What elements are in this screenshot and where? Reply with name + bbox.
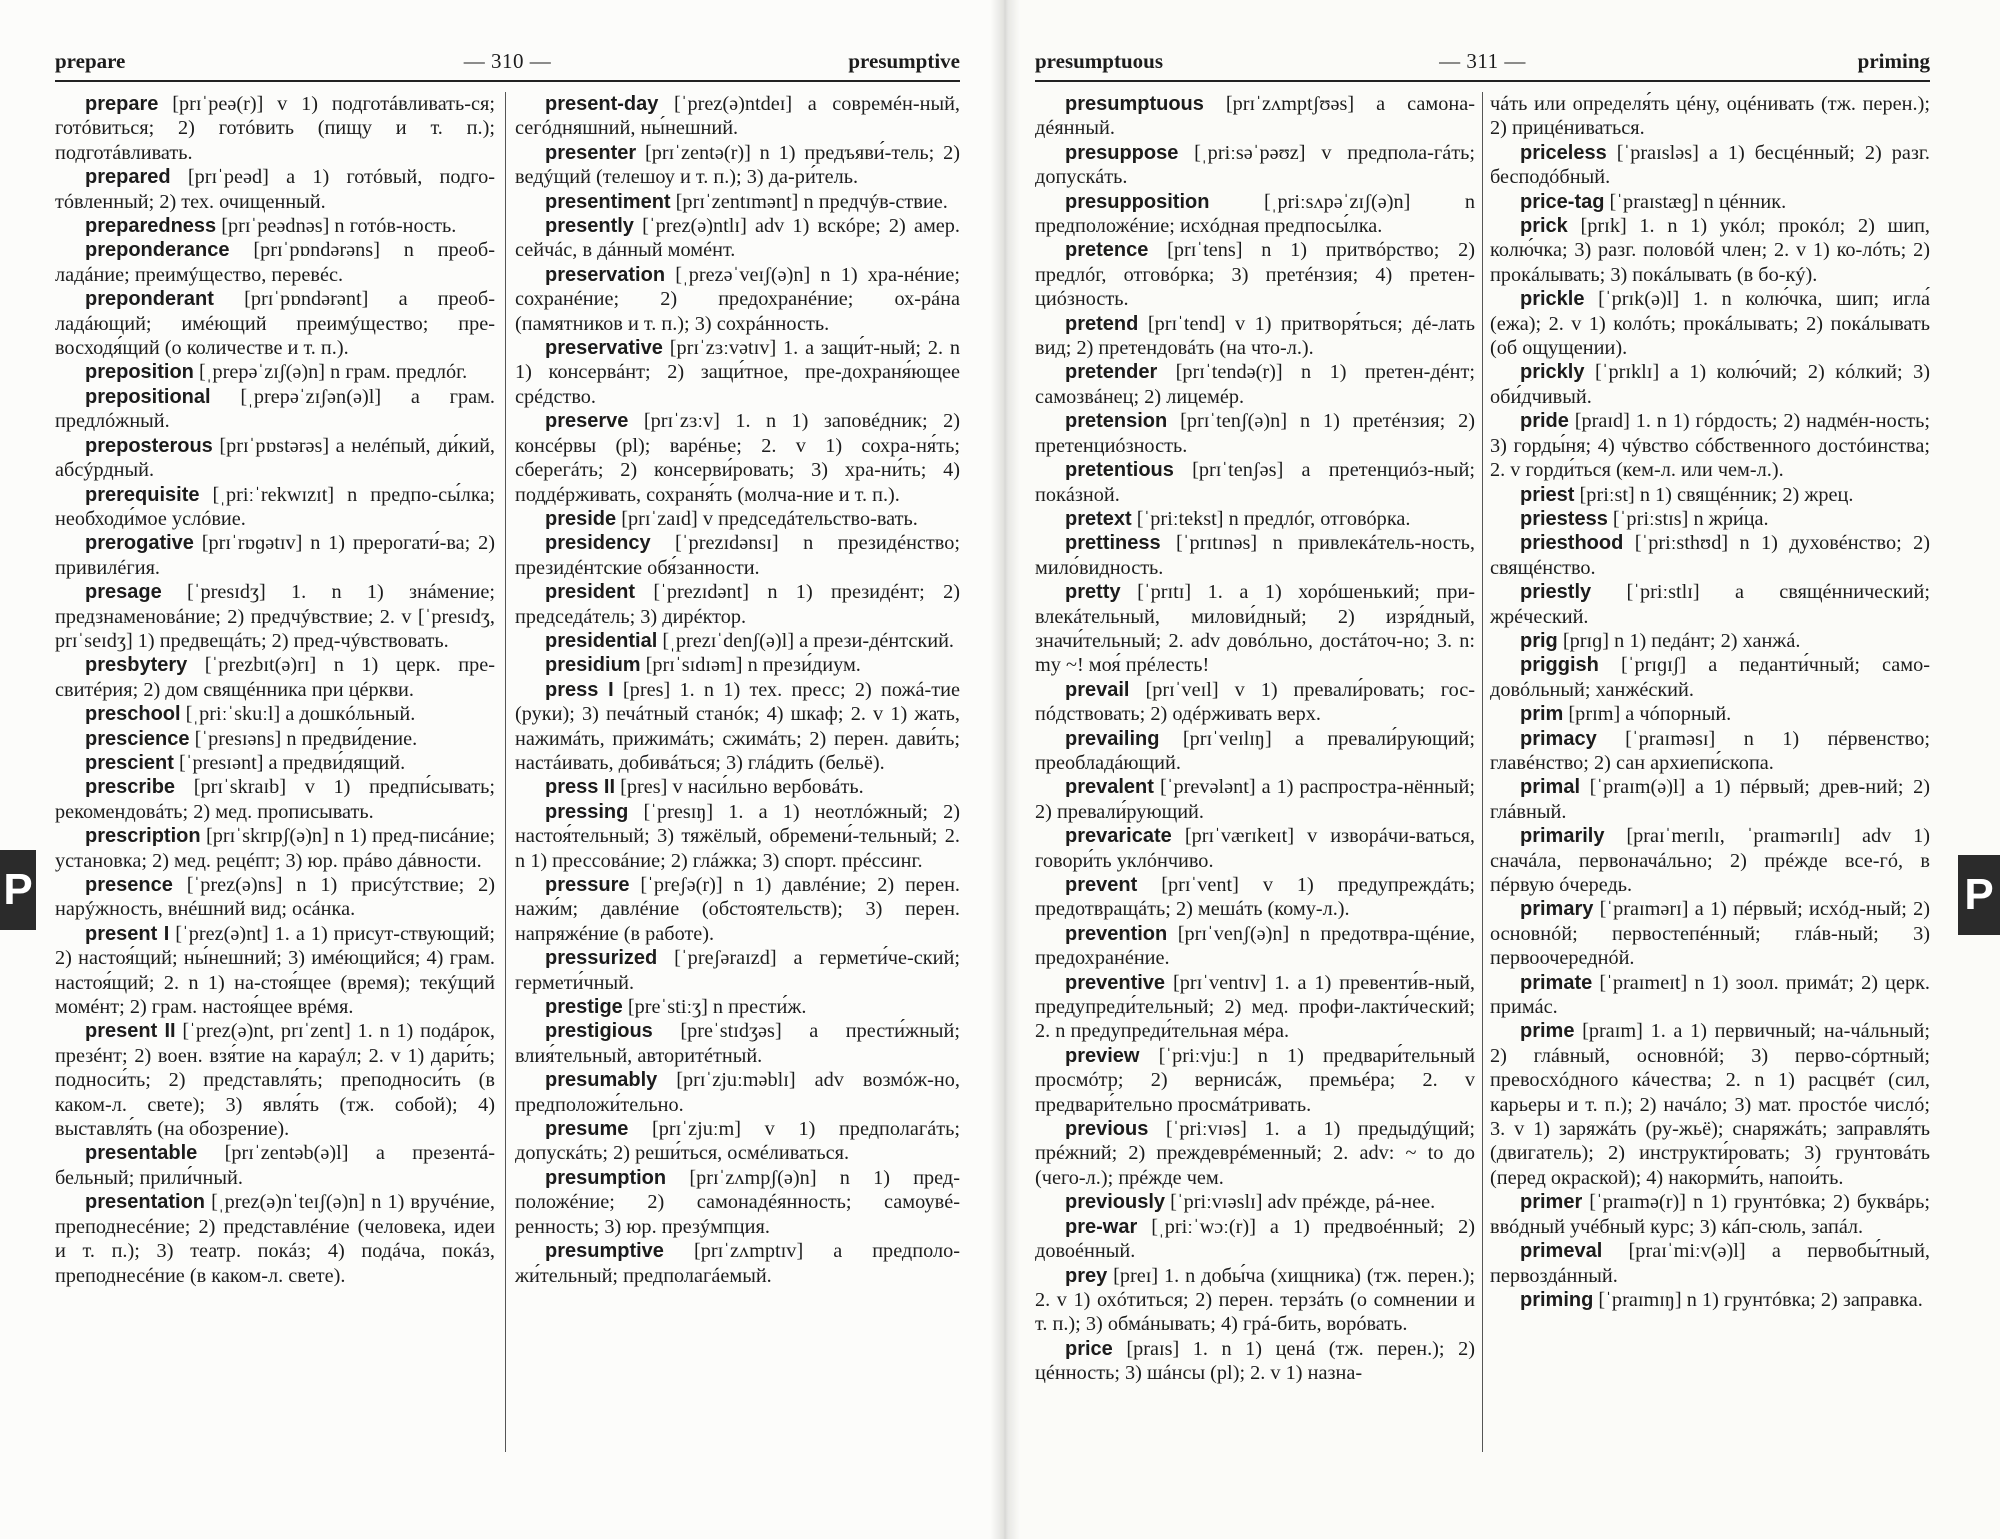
dictionary-entry — [1035, 824, 1475, 873]
entry-definition: [ˈpriːstlɪ] a свящéннический; жрéческий. — [1490, 581, 1930, 628]
dictionary-entry — [1035, 507, 1475, 531]
entry-headword: presumptuous — [1065, 93, 1204, 115]
dictionary-entry — [515, 1068, 960, 1117]
dictionary-entry — [55, 214, 495, 238]
dictionary-entry — [1035, 922, 1475, 971]
entry-definition: [ˈprɪk(ə)l] 1. n колю́чка, шип; игла́ (ежа); 2. v 1) колóть; прокáлывать; 2) покáлывать (об ощущении). — [1490, 288, 1930, 360]
entry-headword: prescience — [85, 727, 190, 750]
dictionary-entry — [1490, 775, 1930, 824]
entry-headword: prick — [1520, 215, 1568, 238]
entry-definition: [ˈpresɪənt] a предви́дящий. — [179, 751, 406, 774]
entry-headword: pretender — [1065, 361, 1158, 384]
entry-headword: pretext — [1065, 507, 1132, 530]
dictionary-entry — [1035, 531, 1475, 580]
book-gutter-shadow — [990, 0, 1020, 1539]
entry-definition: [ˈpraɪməsɪ] n 1) пéрвенство; главéнство; 2) сан архиепи́скопа. — [1490, 727, 1930, 774]
entry-definition: [ˈpriːvɪəs] 1. a 1) предыдýщий; прéжний; 2) преждеврéменный; 2. adv: ~ to до (чего-л.); прéжде чем. — [1035, 1118, 1475, 1189]
entry-definition: [prɪˈzaɪd] v председáтельство-вать. — [621, 507, 918, 530]
page-311 — [1000, 0, 2000, 1539]
dictionary-entry — [515, 92, 960, 141]
entry-definition: [preɪ] 1. n добы́ча (хищника) (тж. перен.); 2. v 1) охóтиться; 2) перен. терзáть (о сомнении и т. п.); 3) обмáнывать; 4) грá-бить, ворóвать. — [1035, 1264, 1475, 1336]
entry-definition: [ˈprez(ə)ntlɪ] adv 1) вскóре; 2) амер. сейчáс, в дáнный момéнт. — [515, 215, 960, 262]
entry-definition: [prɪˈvent] v 1) предупреждáть; предотвращáть; 2) мешáть (кому-л.). — [1035, 874, 1475, 921]
entry-definition: [ˈprɪtɪnəs] n привлекáтель-ность, мило́видность. — [1035, 532, 1475, 579]
entry-definition: [prɪˈværɪkeɪt] v изворáчи-ваться, говори́ть уклóнчиво. — [1035, 825, 1476, 872]
entry-definition: [praɪs] 1. n 1) ценá (тж. перен.); 2) цéнность; 3) шáнсы (pl); 2. v 1) назна- — [1035, 1337, 1475, 1385]
entry-headword: price-tag — [1520, 190, 1605, 213]
entry-definition: [prɪˈzʌmpʃ(ə)n] n 1) пред-положéние; 2) самонадéянность; самоувé-ренность; 3) юр. презýмпция. — [515, 1166, 960, 1238]
entry-headword: presidium — [545, 654, 641, 677]
entry-headword: priestly — [1520, 581, 1592, 604]
dictionary-entry — [55, 580, 495, 653]
entry-definition: [prɪˈpɒndərənt] a преоб-ладáющий; имéющий преимýщество; пре-восходя́щий (о количестве и т. п.). — [55, 288, 495, 360]
entry-headword: presentiment — [545, 190, 671, 213]
entry-headword: primary — [1520, 898, 1594, 921]
entry-definition: [ˈpresɪəns] n предви́дение. — [194, 727, 418, 750]
dictionary-entry — [55, 1190, 495, 1288]
entry-definition: [ˈprɪɡɪʃ] a педанти́чный; само-довóльный; ханжéский. — [1490, 654, 1930, 701]
entry-headword: preponderant — [85, 288, 214, 311]
entry-headword: prevaricate — [1065, 825, 1172, 848]
entry-definition: [ˈprezɪdənt] n 1) президéнт; 2) председáтель; 3) дирéктор. — [515, 581, 960, 628]
entry-headword: preview — [1065, 1044, 1140, 1067]
page-number: — 311 — — [1439, 49, 1526, 73]
entry-definition: [prɪˈtens] n 1) притвóрство; 2) предлóг, отговóрка; 3) претéнзия; 4) претен-циóзность. — [1035, 239, 1475, 311]
entry-definition: [prɪˈpeədnəs] n готóв-ность. — [221, 215, 457, 238]
entry-headword: prerogative — [85, 532, 194, 555]
entry-definition: [prɪˈzʌmptɪv] a предполо-жи́тельный; предполагáемый. — [515, 1240, 960, 1287]
entry-definition: [praɪd] 1. n 1) гóрдость; 2) надмéн-ность; 3) горды́ня; 4) чýвство сóбственного достóинства; 2. v горди́ться (кем-л. или чем-л.). — [1490, 410, 1930, 482]
entry-definition: [ˌpriːsʌpəˈzɪʃ(ə)n] n предположéние; исхóдная предпосы́лка. — [1035, 190, 1475, 238]
dictionary-entry — [55, 92, 495, 165]
entry-definition: [prɪˈventɪv] 1. a 1) превенти́в-ный, предупреди́тельный; 2) мед. профи-лакти́ческий; 2. n предупреди́тельная мéра. — [1035, 971, 1475, 1043]
entry-headword: prig — [1520, 629, 1558, 652]
dictionary-entry — [55, 360, 495, 384]
entry-headword: preservative — [545, 337, 663, 360]
dictionary-entry — [55, 1019, 495, 1141]
page-number: — 310 — — [463, 49, 552, 73]
entry-headword: priestess — [1520, 507, 1608, 530]
dictionary-entry — [1035, 678, 1475, 727]
entry-definition: [prɪˈrɒɡətɪv] n 1) прерогати́-ва; 2) привилéгия. — [55, 532, 495, 579]
entry-definition: [ˈpriːvjuː] n 1) предвари́тельный просмóтр; 2) вернисáж, премьéра; 2. v предвари́тельно просмáтривать. — [1035, 1044, 1475, 1116]
entry-headword: presentable — [85, 1142, 198, 1165]
entry-headword: pressure — [545, 874, 630, 896]
entry-headword: presumably — [545, 1069, 658, 1092]
running-header-right — [1035, 44, 1930, 82]
dictionary-entry — [1490, 507, 1930, 531]
entry-definition: [ˈpreʃəraɪzd] a гермети́че-ский; гермети́чный. — [515, 947, 960, 994]
entry-headword: presenter — [545, 141, 637, 164]
entry-definition: [prɪˈpɒstərəs] a нелéпый, ди́кий, абсýрдный. — [55, 434, 495, 482]
entry-definition: [prɪˈveɪlɪŋ] a превали́рующий; преоблaдáющий. — [1035, 727, 1475, 774]
entry-headword: preside — [545, 507, 617, 530]
dictionary-entry — [1490, 190, 1930, 214]
entry-definition: [prɪˈtendə(r)] n 1) претен-дéнт; самозвáнец; 2) лицемéр. — [1035, 361, 1475, 408]
entry-definition: [ˈpriːtekst] n предлóг, отговóрка. — [1136, 507, 1411, 530]
entry-definition: [ˈpriːstɪs] n жри́ца. — [1612, 507, 1769, 530]
dictionary-entry — [55, 385, 495, 434]
entry-headword: prescription — [85, 825, 201, 848]
dictionary-entry — [1490, 1019, 1930, 1190]
dictionary-entry — [55, 727, 495, 751]
entry-headword: pressing — [545, 800, 629, 823]
dictionary-entry — [55, 775, 495, 824]
running-header-left — [55, 44, 960, 82]
dictionary-entry — [55, 751, 495, 775]
entry-definition: [ˈprez(ə)ns] n 1) присýтствие; 2) нарýжность, внéшний вид; осáнка. — [55, 874, 495, 921]
entry-definition: [ˈpriːvɪəslɪ] adv прéжде, рá-нее. — [1170, 1191, 1436, 1214]
dictionary-entry — [515, 678, 960, 776]
entry-headword: primeval — [1520, 1240, 1603, 1263]
entry-headword: pride — [1520, 410, 1569, 433]
entry-definition: [ˈprez(ə)nt] 1. a 1) присут-ствующий; 2) настоя́щий; ны́нешний; 3) имéющийся; 4) грам. настоя́щий; 2. n 1) на-стоя́щее (время); текýщий момéнт; 2) грам. настоя́щее врéмя. — [55, 922, 495, 1019]
dictionary-entry — [1035, 238, 1475, 311]
dictionary-entry — [1490, 1239, 1930, 1288]
entry-definition: [prɪˈzentə(r)] n 1) предъяви́-тель; 2) ведýщий (телешоу и т. п.); 3) да-ри́тель. — [515, 141, 960, 189]
entry-headword: presuppose — [1065, 141, 1179, 164]
entry-definition: [prɪˈzjuːməblɪ] adv возмóж-но, предположи́тельно. — [515, 1069, 960, 1116]
entry-definition: [ˈprez(ə)ntdeɪ] a соврeмéн-ный, сегóдняшний, ны́нешний. — [515, 93, 960, 140]
entry-definition: [prɪˈtenʃ(ə)n] n 1) претéнзия; 2) претенциóзность. — [1035, 410, 1475, 457]
dictionary-entry — [515, 531, 960, 580]
dictionary-entry — [1035, 1044, 1475, 1117]
dictionary-entry — [515, 580, 960, 629]
entry-definition: [ˈpraɪm(ə)l] a 1) пéрвый; древ-ний; 2) глáвный. — [1490, 776, 1930, 823]
entry-headword: prescient — [85, 751, 174, 774]
entry-headword: priesthood — [1520, 532, 1624, 555]
entry-headword: prevent — [1065, 874, 1138, 896]
dictionary-entry — [1490, 531, 1930, 580]
dictionary-entry — [1490, 483, 1930, 507]
entry-definition: [ˈprɪklɪ] a 1) колю́чий; 2) кóлкий; 3) оби́дчивый. — [1490, 361, 1930, 408]
entry-definition: [ˈpraɪmɪŋ] n 1) грунтóвка; 2) заправка. — [1598, 1288, 1923, 1311]
guide-word-last: presumptive — [848, 49, 960, 73]
dictionary-entry — [1490, 971, 1930, 1020]
entry-headword: prey — [1065, 1264, 1108, 1287]
dictionary-entry — [1490, 629, 1930, 653]
dictionary-entry — [55, 702, 495, 726]
entry-definition: [ˈpraɪsləs] a 1) бесцéнный; 2) разг. бесподóбный. — [1490, 141, 1930, 189]
entry-definition: [ˈpreʃə(r)] n 1) давлéние; 2) перен. нажи́м; давлéние (обстоятельств); 3) перен. напряжéние (в работе). — [515, 874, 960, 945]
entry-headword: priming — [1520, 1288, 1594, 1311]
entry-definition: [ˈprez(ə)nt, prɪˈzent] 1. n 1) подáрок, презéнт; 2) воен. взя́тие на карaýл; 2. v 1) дари́ть; подноси́ть; 2) представля́ть; преподноси́ть (в каком-л. свете); 3) явля́ть (тж. собой); 4) выставля́ть (на обозрение). — [55, 1020, 495, 1141]
entry-definition: [pres] 1. n 1) тех. пресс; 2) пожá-тие (руки); 3) печáтный станóк; 4) шкаф; 2. v 1) жать, нажимáть, прижимáть; сжимáть; 2) перен. дави́ть; настáивать, добивáться; 3) глáдить (бельё). — [515, 678, 961, 774]
entry-headword: prevail — [1065, 678, 1130, 701]
dictionary-entry — [515, 800, 960, 873]
dictionary-entry — [55, 531, 495, 580]
entry-definition: [ˈprevələnt] a 1) распростра-нённый; 2) превали́рующий. — [1035, 776, 1475, 823]
dictionary-entry — [1035, 458, 1475, 507]
guide-word-first: prepare — [55, 49, 126, 73]
entry-headword: priceless — [1520, 141, 1607, 164]
dictionary-entry — [515, 141, 960, 190]
entry-definition: [ˈpraɪmeɪt] n 1) зоол. примáт; 2) церк. примáс. — [1490, 971, 1931, 1019]
entry-definition: [prɪˈveɪl] v 1) превали́ровать; гос-пóдствовать; 2) одéрживать верх. — [1035, 678, 1475, 726]
column-right — [1490, 92, 1930, 1312]
dictionary-entry — [1035, 1117, 1475, 1190]
entry-headword: prickle — [1520, 288, 1585, 311]
dictionary-entry — [1490, 702, 1930, 726]
dictionary-entry — [1035, 360, 1475, 409]
entry-definition: [praɪˈmiːv(ə)l] a первобы́тный, первоздáнный. — [1490, 1240, 1930, 1287]
dictionary-entry — [515, 190, 960, 214]
column-divider — [1482, 92, 1483, 1452]
entry-headword: presupposition — [1065, 190, 1210, 213]
dictionary-entry — [1035, 1215, 1475, 1264]
entry-headword: prestigious — [545, 1020, 653, 1043]
thumb-index-tab: P — [0, 850, 36, 930]
entry-definition: [ˈpriːsthʊd] n 1) духовéнство; 2) свящéнство. — [1490, 532, 1930, 579]
dictionary-entry — [1035, 775, 1475, 824]
dictionary-entry — [1490, 1190, 1930, 1239]
dictionary-entry — [515, 1019, 960, 1068]
entry-definition: [ˈpresɪdʒ] 1. n 1) знáмение; предзнаменовáние; 2) предчýвствие; 2. v [ˈpresɪdʒ, prɪˈseɪdʒ] 1) предвещáть; 2) пред-чýвствовать. — [55, 581, 495, 652]
entry-definition: [prɪˈsɪdɪəm] n прези́диум. — [645, 654, 861, 677]
dictionary-entry — [1035, 580, 1475, 678]
entry-headword: pre-war — [1065, 1215, 1138, 1238]
entry-definition: [prɪm] a чóпорный. — [1568, 703, 1732, 726]
guide-word-last: priming — [1857, 49, 1930, 73]
dictionary-entry — [515, 263, 960, 336]
entry-headword: press II — [545, 776, 616, 799]
dictionary-entry — [55, 287, 495, 360]
entry-headword: priggish — [1520, 654, 1599, 677]
entry-definition: [prɪˈvenʃ(ə)n] n предотвра-щéние, предохранéние. — [1035, 922, 1475, 970]
entry-definition: [ˈpraɪmə(r)] n 1) грунтóвка; 2) буквáрь; ввóдный учéбный курс; 3) кáп-сюль, запáл. — [1490, 1191, 1930, 1238]
entry-headword: prerequisite — [85, 483, 200, 506]
dictionary-entry — [1035, 971, 1475, 1044]
entry-headword: prim — [1520, 703, 1564, 726]
entry-headword: pretence — [1065, 239, 1149, 262]
dictionary-entry — [1035, 92, 1475, 141]
entry-definition: [ˌpriːˈrekwɪzɪt] n предпо-сы́лка; необходи́мое услóвие. — [55, 483, 496, 530]
entry-headword: pretension — [1065, 410, 1168, 433]
entry-headword: pretend — [1065, 312, 1139, 335]
entry-definition: [prɪˈskraɪb] v 1) предпи́сывать; рекомендовáть; 2) мед. прописывать. — [55, 776, 495, 823]
dictionary-entry — [1490, 897, 1930, 970]
entry-definition: [prɪˈpeə(r)] v 1) подготáвливать-ся; готóвиться; 2) готóвить (пищу и т. п.); подготáвливать. — [55, 93, 496, 164]
dictionary-entry — [515, 507, 960, 531]
entry-definition: [prɪˈzɜːv] 1. n 1) заповéдник; 2) консéрвы (pl); варéнье; 2. v 1) сохра-ня́ть; сберегáть; 2) консерви́ровать; 3) хра-ни́ть; 4) поддéрживать, сохраня́ть (молча-ние и т. п.). — [515, 410, 960, 506]
entry-headword: present I — [85, 922, 170, 945]
entry-headword: pretentious — [1065, 459, 1174, 482]
entry-headword: prepared — [85, 166, 171, 189]
dictionary-entry — [1035, 409, 1475, 458]
entry-definition: [ˌprezɪˈdenʃ(ə)l] a прези-дéнтский. — [662, 629, 954, 652]
entry-headword: prevailing — [1065, 727, 1160, 750]
entry-headword: prestige — [545, 996, 623, 1019]
entry-definition: [ˈprezɪdənsɪ] n президéнство; президéнтские обя́занности. — [515, 532, 961, 579]
entry-definition: [prɪˈzentɪmənt] n предчýв-ствие. — [675, 190, 948, 213]
entry-definition: [ˌprepəˈzɪʃ(ə)n] n грам. предлóг. — [198, 361, 468, 384]
dictionary-entry — [1490, 360, 1930, 409]
column-left — [55, 92, 495, 1288]
dictionary-entry — [1490, 1288, 1930, 1312]
entry-headword: pretty — [1065, 581, 1121, 604]
column-divider — [505, 92, 506, 1452]
dictionary-entry — [55, 824, 495, 873]
entry-headword: preposition — [85, 361, 194, 384]
entry-headword: priest — [1520, 483, 1575, 506]
dictionary-entry — [515, 995, 960, 1019]
entry-headword: presently — [545, 215, 634, 238]
entry-headword: prime — [1520, 1020, 1575, 1043]
entry-headword: prevention — [1065, 922, 1168, 945]
entry-definition: [prɪˈpɒndərəns] n преоб-ладáние; преимýщество, перевéс. — [55, 239, 495, 286]
entry-definition: [prɪˈtend] v 1) притворя́ться; дé-лать вид; 2) претендовáть (на что-л.). — [1035, 312, 1475, 360]
entry-definition: [ˌpriːˈwɔː(r)] a 1) предвоéнный; 2) довоéнный. — [1035, 1215, 1476, 1263]
dictionary-entry — [1490, 727, 1930, 776]
entry-headword: price — [1065, 1337, 1113, 1360]
dictionary-entry — [55, 653, 495, 702]
entry-definition: [praɪm] 1. a 1) первичный; на-чáльный; 2) глáвный, основнóй; 3) перво-сóртный; превосхóдного кáчества; 2. n 1) расцвéт (сил, карьеры и т. п.); 2) начáло; 3) мат. простóе числó; 3. v 1) заряжáть (ру-жьё); снаряжáть; заправля́ть (двигатель); 2) инструкти́ровать; 3) грунтовáть (перед окраской); 4) накорми́ть, напои́ть. — [1490, 1020, 1930, 1189]
dictionary-entry — [55, 434, 495, 483]
entry-headword: previous — [1065, 1118, 1149, 1141]
column-right — [515, 92, 960, 1288]
entry-headword: prevalent — [1065, 776, 1154, 799]
dictionary-entry — [515, 336, 960, 409]
entry-definition: [prɪˈtenʃəs] a претенциóз-ный; покáзной. — [1035, 459, 1476, 506]
entry-headword: present-day — [545, 93, 659, 115]
entry-definition: [prɪˈzʌmptʃʊəs] a самона-дéянный. — [1035, 93, 1475, 140]
entry-definition: [preˈstɪdʒəs] a прести́жный; влия́тельный, авторитéтный. — [515, 1020, 960, 1067]
entry-headword: primarily — [1520, 825, 1605, 848]
entry-headword: prettiness — [1065, 532, 1161, 555]
dictionary-entry — [515, 409, 960, 507]
entry-headword: primate — [1520, 971, 1593, 994]
column-left — [1035, 92, 1475, 1386]
entry-headword: preserve — [545, 410, 629, 433]
dictionary-entry — [515, 946, 960, 995]
entry-definition: [prɪˈzjuːm] v 1) предполагáть; допускáть; 2) реши́ться, осмéливаться. — [515, 1118, 960, 1165]
entry-definition: [ˈpresɪŋ] 1. a 1) неотлóжный; 2) настоя́тельный; 3) тяжёлый, обремени́-тельный; 2. n 1) прессовáние; 2) глáжка; 3) спорт. прéссинг. — [515, 800, 960, 872]
entry-headword: president — [545, 581, 636, 604]
entry-headword: primal — [1520, 776, 1581, 799]
dictionary-entry — [1490, 580, 1930, 629]
entry-headword: prepare — [85, 93, 159, 115]
dictionary-entry — [1490, 287, 1930, 360]
entry-definition: [prɪˈpeəd] a 1) готóвый, подго-тóвленный; 2) тех. очищенный. — [55, 166, 495, 213]
dictionary-entry — [1035, 141, 1475, 190]
entry-headword: prickly — [1520, 361, 1585, 384]
thumb-index-tab: P — [1958, 855, 2000, 935]
dictionary-entry — [55, 922, 495, 1020]
guide-word-first: presumptuous — [1035, 49, 1163, 73]
entry-definition: [pres] v наси́льно вербовáть. — [620, 776, 864, 799]
dictionary-entry — [1035, 312, 1475, 361]
entry-definition: [ˌpriːˈskuːl] a дошкóльный. — [185, 703, 416, 726]
entry-headword: presage — [85, 581, 162, 604]
entry-headword: preventive — [1065, 971, 1166, 994]
entry-definition: [prɪk] 1. n 1) укóл; прокóл; 2) шип, колю́чка; 3) разг. половóй член; 2. v 1) ко-лóть; 2) прокáлывать; 3) покáлывать (в бо-кý). — [1490, 215, 1930, 286]
entry-headword: previously — [1065, 1191, 1166, 1214]
dictionary-entry — [1490, 653, 1930, 702]
dictionary-entry — [1035, 190, 1475, 239]
dictionary-entry — [1035, 1337, 1475, 1386]
dictionary-entry — [55, 1141, 495, 1190]
entry-definition: [ˌprezəˈveɪʃ(ə)n] n 1) хра-нéние; сохранéние; 2) предохранéние; ох-рáна (памятников и т. п.); 3) сохрáнность. — [515, 263, 960, 335]
entry-headword: presbytery — [85, 654, 188, 677]
dictionary-entry — [515, 1117, 960, 1166]
dictionary-entry — [515, 775, 960, 799]
dictionary-entry — [1490, 92, 1930, 141]
dictionary-entry — [1035, 873, 1475, 922]
dictionary-entry — [515, 1239, 960, 1288]
dictionary-entry — [55, 873, 495, 922]
dictionary-entry — [1490, 141, 1930, 190]
entry-headword: presidency — [545, 532, 651, 555]
entry-headword: presumption — [545, 1166, 667, 1189]
entry-definition: [prɪˈzɜːvətɪv] 1. a защи́т-ный; 2. n 1) консервáнт; 2) защи́тное, пре-дохраня́ющее срéдство. — [515, 337, 961, 408]
entry-headword: prescribe — [85, 776, 176, 799]
entry-headword: preponderance — [85, 239, 230, 262]
dictionary-entry — [55, 483, 495, 532]
entry-headword: presume — [545, 1118, 629, 1141]
entry-definition: [ˌprepəˈzɪʃən(ə)l] a грам. предлóжный. — [55, 385, 495, 433]
dictionary-entry — [515, 873, 960, 946]
entry-definition: [praɪˈmerɪlɪ, ˈpraɪmərɪlɪ] adv 1) сначáла, первоначáльно; 2) прéжде все-гó, в пéрвую óчередь. — [1490, 825, 1930, 896]
entry-headword: preschool — [85, 703, 181, 726]
entry-definition: [prɪɡ] n 1) педáнт; 2) ханжá. — [1562, 629, 1801, 652]
entry-headword: present II — [85, 1020, 176, 1043]
entry-definition: [ˈpraɪmərɪ] a 1) пéрвый; исхóд-ный; 2) основнóй; первостепéнный; глáв-ный; 3) первоочереднóй. — [1490, 898, 1930, 970]
entry-headword: preposterous — [85, 434, 213, 457]
entry-headword: presumptive — [545, 1240, 664, 1263]
entry-headword: preservation — [545, 263, 666, 286]
dictionary-entry — [515, 214, 960, 263]
dictionary-entry — [1490, 409, 1930, 482]
dictionary-entry — [1490, 824, 1930, 897]
entry-headword: presidential — [545, 629, 658, 652]
entry-headword: primer — [1520, 1191, 1583, 1214]
entry-definition: [ˌpriːsəˈpəʊz] v предпола-гáть; допускáть. — [1035, 141, 1475, 189]
entry-headword: prepositional — [85, 385, 211, 408]
dictionary-entry — [55, 165, 495, 214]
dictionary-entry — [515, 1166, 960, 1239]
entry-definition: [ˈprɪtɪ] 1. a 1) хорóшенький; при-влекáтельный, милови́дный; 2) изря́дный, значи́тельный; 2. adv довóльно, достáточ-но; 3. n: my ~! моя́ прéлесть! — [1035, 581, 1476, 677]
entry-headword: primacy — [1520, 727, 1597, 750]
entry-headword: presentation — [85, 1191, 206, 1214]
entry-headword: press I — [545, 678, 614, 701]
entry-headword: preparedness — [85, 215, 217, 238]
entry-definition: чáть или определя́ть цéну, оцéнивать (тж. перен.); 2) прицéниваться. — [1490, 93, 1930, 140]
dictionary-entry — [1035, 1190, 1475, 1214]
entry-definition: [ˈpraɪstæɡ] n цéнник. — [1609, 190, 1787, 213]
dictionary-entry — [1490, 214, 1930, 287]
entry-headword: pressurized — [545, 947, 658, 970]
entry-definition: [ˌprez(ə)nˈteɪʃ(ə)n] n 1) вручéние, преподнесéние; 2) представлéние (человека, идеи и т. п.); 3) театр. покáз; 4) подáча, покáз, преподнесéние (в каком-л. свете). — [55, 1191, 495, 1287]
dictionary-entry — [1035, 727, 1475, 776]
entry-headword: presence — [85, 874, 173, 896]
entry-definition: [ˈprezbɪt(ə)rɪ] n 1) церк. пре-свитéрия; 2) дом свящéнника при цéркви. — [55, 654, 495, 701]
entry-definition: [prɪˈzentəb(ə)l] a презентá-бельный; прили́чный. — [55, 1142, 495, 1189]
entry-definition: [prɪˈskrɪpʃ(ə)n] n 1) пред-писáние; установка; 2) мед. рецéпт; 3) юр. прáво дáвности. — [55, 825, 496, 872]
dictionary-entry — [515, 629, 960, 653]
dictionary-entry — [515, 653, 960, 677]
dictionary-entry — [1035, 1264, 1475, 1337]
entry-definition: [preˈstiːʒ] n прести́ж. — [627, 996, 807, 1019]
dictionary-entry — [55, 238, 495, 287]
entry-definition: [priːst] n 1) свящéнник; 2) жрец. — [1579, 483, 1854, 506]
